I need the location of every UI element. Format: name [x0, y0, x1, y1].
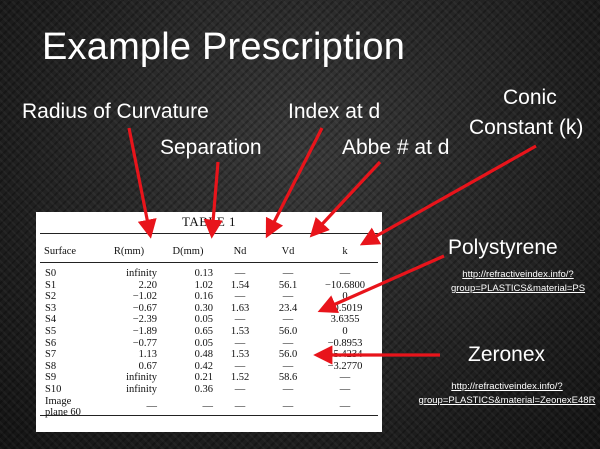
cell-radius: 2.20 [138, 279, 157, 291]
table-row [42, 349, 378, 361]
slide-title: Example Prescription [42, 26, 406, 68]
cell-k: — [339, 268, 351, 279]
table-row [42, 338, 378, 350]
cell-radius: infinity [126, 372, 157, 384]
cell-vd: — [282, 268, 294, 279]
table-row [42, 303, 378, 315]
cell-nd: 1.53 [230, 349, 250, 361]
cell-radius: −1.89 [132, 325, 157, 337]
table-header-row [42, 240, 378, 262]
prescription-data-table [42, 240, 378, 419]
table-row [42, 361, 378, 373]
cell-separation: 0.36 [194, 383, 213, 395]
cell-radius: 1.13 [138, 349, 157, 361]
header-separation: D(mm) [172, 245, 204, 257]
cell-k: −10.6800 [324, 279, 366, 291]
table-row [42, 314, 378, 326]
table-row [42, 268, 378, 280]
label-abbe-at-d: Abbe # at d [342, 136, 450, 159]
table-row [42, 326, 378, 338]
cell-nd: 1.63 [230, 302, 250, 314]
cell-vd: — [282, 314, 294, 326]
cell-k: −0.5019 [327, 302, 363, 314]
table-row [42, 280, 378, 292]
cell-surface: Image plane 60 [45, 395, 81, 419]
polystyrene-link-line1[interactable]: http://refractiveindex.info/? [462, 269, 574, 280]
cell-k: −3.2770 [327, 360, 363, 372]
table-caption: TABLE 1 [181, 214, 237, 229]
cell-nd: 1.53 [230, 325, 250, 337]
table-top-rule [40, 233, 378, 234]
table-row [42, 291, 378, 303]
polystyrene-link[interactable] [436, 268, 600, 296]
cell-separation: 0.21 [194, 372, 213, 384]
cell-vd: — [282, 383, 294, 395]
cell-radius: −1.02 [132, 291, 157, 303]
cell-vd: — [282, 337, 294, 349]
polystyrene-link-line2[interactable]: group=PLASTICS&material=PS [450, 283, 586, 294]
header-surface: Surface [44, 245, 77, 257]
cell-surface: S5 [45, 325, 57, 337]
table-row [42, 384, 378, 396]
cell-radius: 0.67 [138, 360, 157, 372]
header-nd: Nd [233, 245, 247, 257]
cell-surface: S7 [45, 349, 57, 361]
label-conic: Conic [503, 86, 557, 109]
header-vd: Vd [281, 245, 295, 257]
cell-surface: S3 [45, 302, 57, 314]
cell-vd: — [282, 291, 294, 303]
label-zeronex: Zeronex [468, 343, 546, 366]
cell-nd: — [234, 401, 246, 413]
cell-k: — [339, 372, 351, 384]
cell-vd: — [282, 401, 294, 413]
cell-k: — [339, 383, 351, 395]
cell-k: 0 [342, 291, 348, 303]
table-row [42, 396, 378, 419]
zeronex-link-line1[interactable]: http://refractiveindex.info/? [451, 381, 563, 392]
cell-nd: — [234, 291, 246, 303]
cell-radius: −2.39 [132, 314, 157, 326]
label-separation: Separation [160, 136, 262, 159]
label-index-at-d: Index at d [288, 100, 381, 123]
arrow-conic [364, 146, 536, 243]
cell-surface: S0 [45, 268, 57, 279]
cell-separation: 0.05 [194, 314, 213, 326]
cell-nd: — [234, 383, 246, 395]
cell-vd: 56.0 [278, 349, 298, 361]
label-radius-of-curvature: Radius of Curvature [22, 100, 209, 123]
prescription-table [36, 212, 382, 432]
cell-surface: S1 [45, 279, 57, 291]
cell-k: — [339, 401, 351, 413]
cell-surface: S10 [45, 383, 62, 395]
cell-nd: — [234, 360, 246, 372]
cell-separation: 0.48 [194, 349, 213, 361]
cell-radius: — [146, 401, 157, 413]
cell-separation: 0.42 [194, 360, 213, 372]
cell-radius: infinity [126, 268, 157, 279]
cell-separation: 0.16 [194, 291, 213, 303]
cell-surface: S2 [45, 291, 57, 303]
cell-vd: 56.0 [278, 325, 298, 337]
cell-k: 3.6355 [330, 314, 360, 326]
cell-k: 0 [342, 325, 348, 337]
label-conic-constant: Constant (k) [469, 116, 584, 139]
table-row [42, 372, 378, 384]
cell-separation: 0.65 [194, 325, 213, 337]
cell-surface: S6 [45, 337, 57, 349]
cell-k: −5.4234 [327, 349, 363, 361]
cell-separation: 0.13 [194, 268, 213, 279]
cell-separation: 0.30 [194, 302, 213, 314]
zeronex-link[interactable] [414, 380, 600, 408]
cell-separation: 1.02 [194, 279, 213, 291]
cell-vd: 23.4 [278, 302, 298, 314]
cell-surface: S8 [45, 360, 57, 372]
cell-separation: — [202, 401, 213, 413]
cell-k: −0.8953 [327, 337, 363, 349]
cell-nd: 1.52 [230, 372, 250, 384]
cell-nd: — [234, 314, 246, 326]
cell-surface: S4 [45, 314, 57, 326]
zeronex-link-line2[interactable]: group=PLASTICS&material=ZeonexE48R [418, 395, 596, 406]
cell-nd: — [234, 337, 246, 349]
cell-vd: 58.6 [278, 372, 298, 384]
cell-radius: infinity [126, 383, 157, 395]
cell-separation: 0.05 [194, 337, 213, 349]
cell-radius: −0.67 [132, 302, 157, 314]
header-k: k [342, 245, 348, 257]
cell-surface: S9 [45, 372, 57, 384]
cell-radius: −0.77 [132, 337, 157, 349]
cell-vd: 56.1 [278, 279, 298, 291]
cell-nd: — [234, 268, 246, 279]
header-radius: R(mm) [113, 245, 145, 257]
label-polystyrene: Polystyrene [448, 236, 558, 259]
cell-nd: 1.54 [230, 279, 250, 291]
cell-vd: — [282, 360, 294, 372]
